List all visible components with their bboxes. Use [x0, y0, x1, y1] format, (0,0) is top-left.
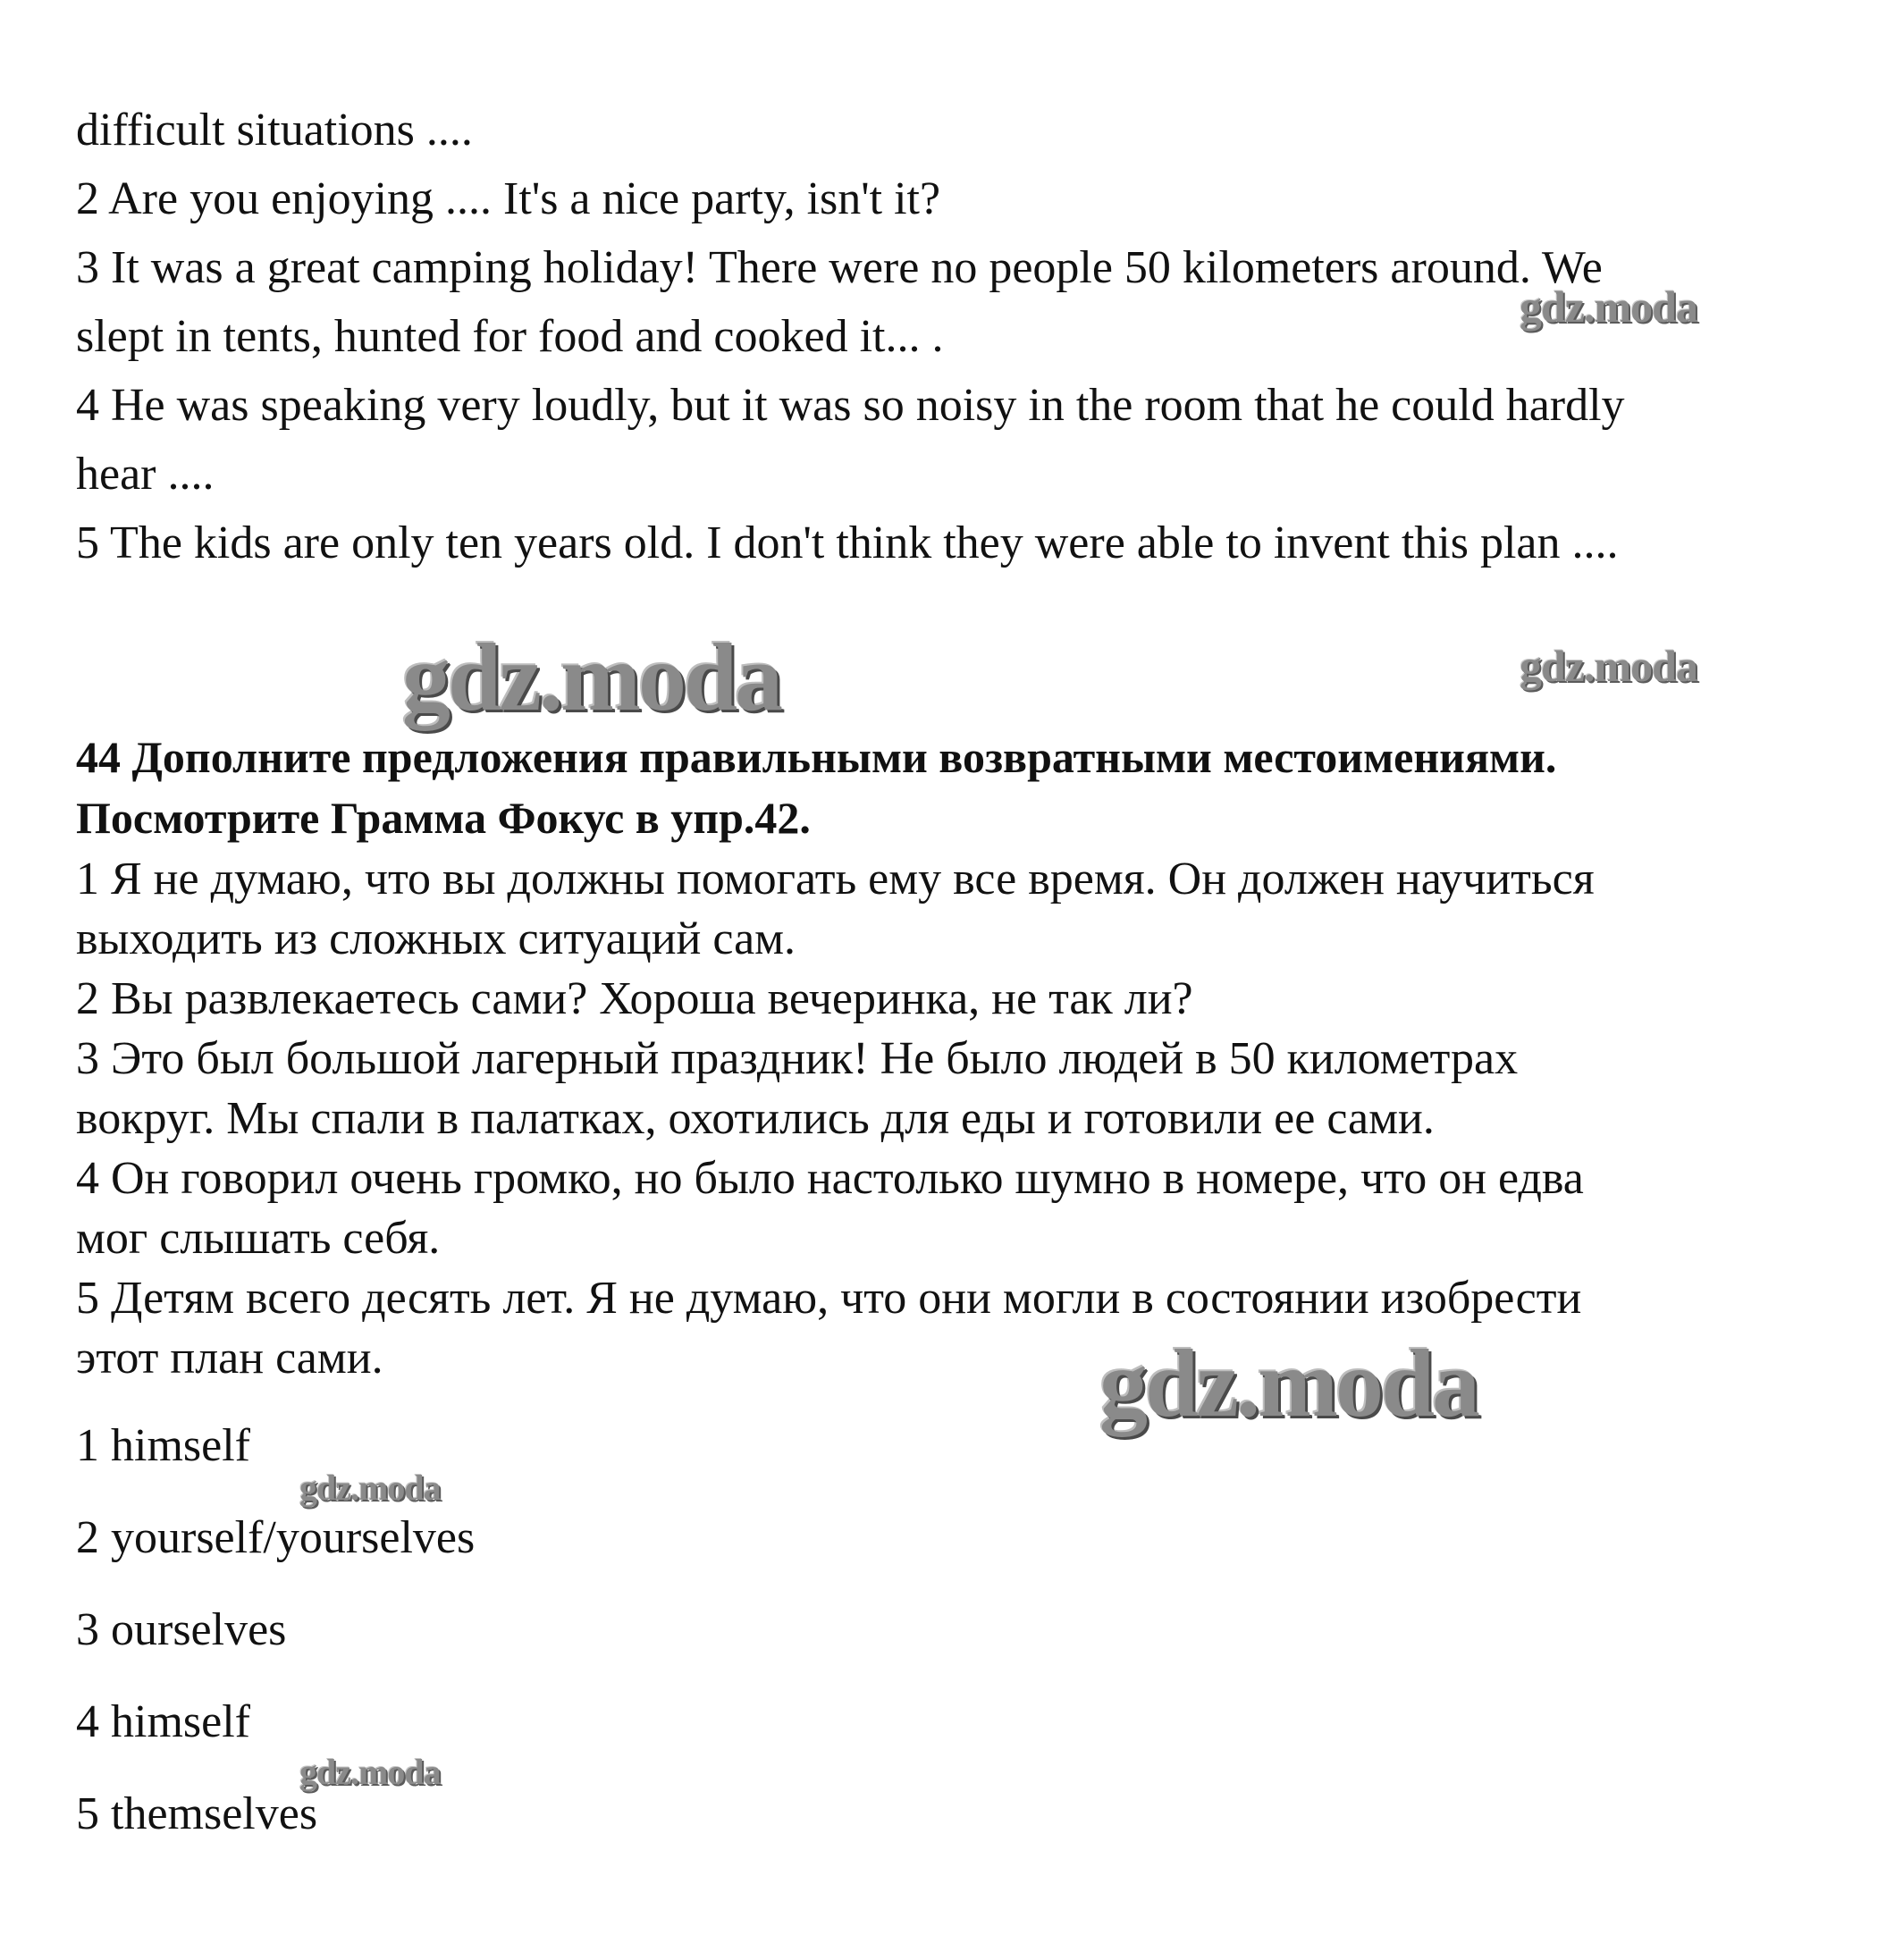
text-line: 3 It was a great camping holiday! There were no people 50 kilometers around. We	[76, 242, 1603, 293]
translation-line: выходить из сложных ситуаций сам.	[76, 913, 796, 964]
answer-item: 2 yourself/yourselves	[76, 1512, 476, 1563]
translation-line: 4 Он говорил очень громко, но было настолько шумно в номере, что он едва	[76, 1153, 1584, 1204]
translation-line: 5 Детям всего десять лет. Я не думаю, что они могли в состоянии изобрести	[76, 1273, 1582, 1324]
answer-item: 4 himself	[76, 1696, 250, 1747]
translation-line: мог слышать себя.	[76, 1213, 441, 1264]
exercise-heading: 44 Дополните предложения правильными возвратными местоимениями.	[76, 732, 1557, 782]
watermark-logo: gdz.moda	[1099, 1331, 1478, 1437]
translation-line: этот план сами.	[76, 1333, 383, 1384]
watermark-logo: gdz.moda	[299, 1752, 441, 1792]
translation-line: 2 Вы развлекаетесь сами? Хороша вечеринка, не так ли?	[76, 973, 1193, 1024]
answer-item: 5 themselves	[76, 1788, 318, 1839]
watermark-logo: gdz.moda	[402, 625, 781, 731]
watermark-logo: gdz.moda	[1520, 641, 1697, 691]
watermark-logo: gdz.moda	[1520, 282, 1697, 332]
translation-line: 3 Это был большой лагерный праздник! Не было людей в 50 километрах	[76, 1033, 1519, 1084]
watermark-logo: gdz.moda	[299, 1468, 441, 1508]
text-line: 2 Are you enjoying .... It's a nice party, isn't it?	[76, 173, 941, 224]
translation-line: 1 Я не думаю, что вы должны помогать ему все время. Он должен научиться	[76, 854, 1595, 904]
text-line: hear ....	[76, 449, 215, 500]
text-line: 5 The kids are only ten years old. I don't think they were able to invent this plan ....	[76, 517, 1619, 568]
text-line: 4 He was speaking very loudly, but it was so noisy in the room that he could hardly	[76, 380, 1625, 431]
translation-line: вокруг. Мы спали в палатках, охотились для еды и готовили ее сами.	[76, 1093, 1435, 1144]
text-line: slept in tents, hunted for food and cooked it... .	[76, 311, 944, 362]
answer-item: 3 ourselves	[76, 1604, 287, 1655]
exercise-heading: Посмотрите Грамма Фокус в упр.42.	[76, 793, 811, 843]
text-line: difficult situations ....	[76, 105, 473, 156]
answer-item: 1 himself	[76, 1420, 250, 1471]
